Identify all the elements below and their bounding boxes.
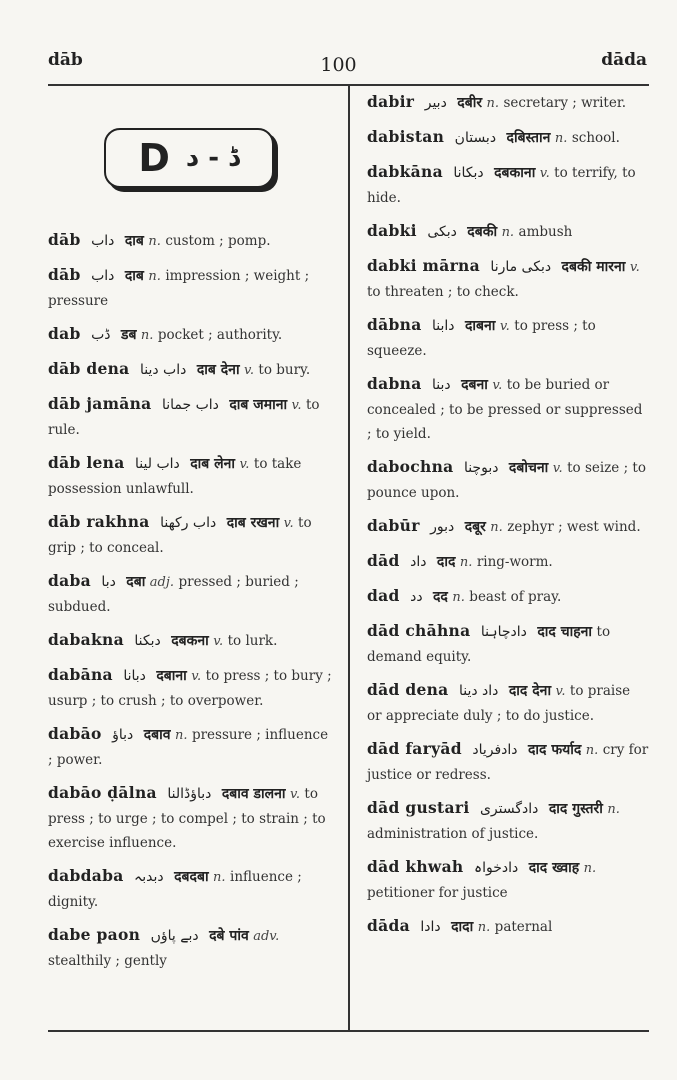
entry-pos: n. (452, 590, 465, 605)
entry-headword: dāb jamāna (48, 394, 152, 413)
entry-urdu: دبیر (424, 95, 447, 111)
entry-definition: cry for justice or redress. (367, 742, 649, 783)
entry-definition: pressed ; buried ; subdued. (48, 574, 299, 615)
section-letter-box (104, 128, 274, 188)
dictionary-entry (367, 125, 649, 151)
entry-urdu: داب دینا (139, 362, 187, 378)
entry-hindi: दबे पांव (209, 928, 249, 944)
entry-headword: dād dena (367, 680, 449, 699)
entry-hindi: दबाव डालना (221, 786, 286, 802)
entry-urdu: دادا (420, 919, 441, 935)
entry-definition: to press ; to urge ; to compel ; to strain ; to exercise influence. (48, 786, 326, 851)
entry-pos: v. (555, 684, 566, 699)
entry-pos: n. (213, 870, 226, 885)
entry-headword: dāb (48, 265, 81, 284)
dictionary-entry (367, 219, 649, 245)
entry-pos: v. (239, 457, 250, 472)
entry-pos: v. (283, 516, 294, 531)
entry-hindi: दबिस्तान (506, 130, 551, 146)
dictionary-entry (367, 313, 649, 363)
entry-pos: adv. (253, 929, 280, 944)
entry-urdu: دبے پاؤں (150, 928, 199, 944)
entry-definition: to press ; to squeeze. (367, 318, 596, 359)
entry-urdu: دبور (430, 519, 455, 535)
entry-hindi: दाद चाहना (537, 624, 593, 640)
entry-hindi: दबाव (143, 727, 171, 743)
entry-definition: to rule. (48, 397, 320, 438)
entry-definition: pressure ; influence ; power. (48, 727, 329, 768)
running-head-left: dāb (48, 50, 83, 70)
entry-definition: zephyr ; west wind. (507, 519, 641, 535)
entry-hindi: दबीर (457, 95, 483, 111)
entry-headword: dād faryād (367, 739, 462, 758)
entry-headword: dabāo ḍālna (48, 783, 157, 802)
entry-definition: to press ; to bury ; usurp ; to crush ; to overpower. (48, 668, 332, 709)
entry-pos: n. (585, 743, 599, 758)
entry-urdu: داد دینا (458, 683, 499, 699)
entry-urdu: دبکی مارنا (490, 259, 552, 275)
dictionary-entry (367, 455, 649, 505)
entry-headword: dāb dena (48, 359, 130, 378)
dictionary-entry (367, 584, 649, 610)
entry-definition: secretary ; writer. (503, 95, 627, 111)
entry-hindi: दबना (461, 377, 488, 393)
dictionary-entry (48, 322, 334, 348)
entry-headword: dāb (48, 230, 81, 249)
section-letter-urdu: ڈ - د (185, 143, 240, 173)
dictionary-entry (367, 619, 649, 669)
entry-pos: v. (244, 363, 254, 378)
entry-headword: dabakna (48, 630, 124, 649)
entry-pos: n. (459, 555, 473, 570)
entry-definition: to praise or appreciate duly ; to do justice. (367, 683, 631, 724)
entry-pos: v. (552, 461, 563, 476)
entry-pos: n. (477, 920, 491, 935)
entry-hindi: दबकी (467, 224, 498, 240)
entry-hindi: दबकना (171, 633, 209, 649)
entry-urdu: دبدبہ (134, 869, 164, 885)
entry-headword: dabir (367, 92, 415, 111)
entry-urdu: دادخواہ (473, 860, 519, 876)
entry-urdu: دبا (101, 574, 116, 590)
section-letter: D (138, 136, 170, 180)
dictionary-entry (48, 510, 334, 560)
dictionary-entry (48, 392, 334, 442)
entry-hindi: दाब लेना (190, 456, 236, 472)
entry-urdu: دبانا (123, 668, 146, 684)
entry-headword: dād gustari (367, 798, 470, 817)
entry-hindi: दाद गुस्तरी (548, 801, 603, 817)
entry-definition: to be buried or concealed ; to be pressed or suppressed ; to yield. (367, 377, 643, 442)
dictionary-entry (367, 737, 649, 787)
dictionary-entry (48, 569, 334, 619)
entry-urdu: داب جمانا (161, 397, 219, 413)
dictionary-entry (367, 160, 649, 210)
entry-hindi: दबाना (156, 668, 187, 684)
entry-hindi: दबकी मारना (561, 259, 626, 275)
entry-definition: to demand equity. (367, 624, 611, 665)
entry-definition: to grip ; to conceal. (48, 515, 312, 556)
entry-hindi: दाद (436, 554, 456, 570)
right-column (367, 90, 649, 949)
entry-definition: custom ; pomp. (165, 233, 271, 249)
entry-pos: n. (148, 234, 161, 249)
entry-hindi: दाब जमाना (229, 397, 288, 413)
entry-headword: dab (48, 324, 81, 343)
entry-pos: v. (191, 669, 202, 684)
entry-headword: dabki (367, 221, 417, 240)
entry-pos: v. (629, 260, 640, 275)
dictionary-entry (367, 90, 649, 116)
entry-headword: dāb rakhna (48, 512, 150, 531)
entry-definition: ambush (518, 224, 573, 240)
entry-urdu: دباؤ (112, 727, 134, 743)
entry-urdu: دبکنا (134, 633, 161, 649)
entry-definition: to seize ; to pounce upon. (367, 460, 646, 501)
entry-definition: influence ; dignity. (48, 869, 302, 910)
entry-urdu: داب رکھنا (160, 515, 217, 531)
entry-urdu: دابنا (432, 318, 455, 334)
dictionary-entry (367, 678, 649, 728)
dictionary-entry (48, 357, 334, 383)
entry-headword: dabkāna (367, 162, 443, 181)
entry-urdu: ڈب (91, 327, 111, 343)
entry-pos: n. (140, 328, 154, 343)
entry-headword: dabna (367, 374, 422, 393)
dictionary-entry (367, 372, 649, 446)
entry-definition: to take possession unlawfull. (48, 456, 302, 497)
entry-definition: to terrify, to hide. (367, 165, 636, 206)
entry-headword: dād chāhna (367, 621, 471, 640)
dictionary-entry (367, 855, 649, 905)
entry-urdu: دادفریاد (472, 742, 518, 758)
entry-urdu: دبنا (432, 377, 451, 393)
entry-pos: n. (490, 520, 503, 535)
entry-headword: dabdaba (48, 866, 124, 885)
entry-urdu: دادگستری (479, 801, 539, 817)
entry-hindi: दबकाना (494, 165, 536, 181)
entry-hindi: दाब देना (196, 362, 240, 378)
entry-pos: v. (290, 787, 300, 802)
entry-definition: paternal (494, 919, 553, 935)
entry-hindi: दद (433, 589, 448, 605)
entry-hindi: दबूर (464, 519, 486, 535)
entry-headword: dāb lena (48, 453, 125, 472)
entry-pos: v. (499, 319, 510, 334)
entry-urdu: داب (91, 268, 115, 284)
dictionary-entry (367, 514, 649, 540)
entry-pos: v. (291, 398, 302, 413)
entry-hindi: दाबना (464, 318, 496, 334)
entry-urdu: دبکانا (453, 165, 484, 181)
entry-pos: adj. (149, 575, 175, 590)
entry-headword: dāda (367, 916, 410, 935)
entry-definition: petitioner for justice (367, 885, 508, 901)
entry-pos: n. (174, 728, 188, 743)
entry-pos: v. (213, 634, 224, 649)
entry-headword: dābna (367, 315, 422, 334)
entry-urdu: داد (410, 554, 427, 570)
dictionary-entry (367, 549, 649, 575)
entry-definition: ring-worm. (476, 554, 553, 570)
entry-urdu: دباؤڈالنا (167, 786, 212, 802)
entry-urdu: دبوچنا (463, 460, 499, 476)
entry-definition: administration of justice. (367, 826, 539, 842)
entry-hindi: दाब (124, 268, 144, 284)
entry-pos: n. (583, 861, 597, 876)
dictionary-entry (48, 628, 334, 654)
entry-pos: v. (539, 166, 550, 181)
entry-definition: school. (571, 130, 620, 146)
entry-headword: dad (367, 586, 400, 605)
entry-headword: dād khwah (367, 857, 464, 876)
entry-pos: v. (492, 378, 503, 393)
dictionary-entry (367, 796, 649, 846)
page-number: 100 (320, 54, 357, 76)
entry-definition: to lurk. (227, 633, 278, 649)
column-divider (348, 84, 350, 1030)
entry-hindi: दबा (126, 574, 146, 590)
entry-hindi: डब (120, 327, 137, 343)
dictionary-entry (48, 722, 334, 772)
entry-urdu: دد (410, 589, 423, 605)
entry-headword: dabki mārna (367, 256, 480, 275)
entry-definition: beast of pray. (469, 589, 562, 605)
running-head-right: dāda (601, 50, 647, 70)
entry-urdu: دادچاہنا (480, 624, 527, 640)
entry-hindi: दाब रखना (226, 515, 280, 531)
left-column (48, 228, 334, 982)
entry-hindi: दादा (451, 919, 474, 935)
entry-urdu: داب لینا (135, 456, 180, 472)
dictionary-entry (48, 228, 334, 254)
entry-urdu: دبکی (427, 224, 457, 240)
entry-pos: n. (486, 96, 500, 111)
entry-headword: daba (48, 571, 91, 590)
entry-headword: dabochna (367, 457, 454, 476)
entry-pos: n. (501, 225, 515, 240)
entry-definition: to threaten ; to check. (367, 284, 519, 300)
dictionary-entry (48, 263, 334, 313)
entry-hindi: दाद देना (508, 683, 552, 699)
entry-headword: dabāna (48, 665, 113, 684)
entry-hindi: दाब (124, 233, 144, 249)
entry-definition: impression ; weight ; pressure (48, 268, 310, 309)
entry-definition: pocket ; authority. (157, 327, 283, 343)
dictionary-entry (48, 923, 334, 973)
entry-headword: dabe paon (48, 925, 141, 944)
entry-headword: dabistan (367, 127, 445, 146)
entry-hindi: दाद फर्याद (527, 742, 582, 758)
entry-headword: dād (367, 551, 400, 570)
dictionary-entry (48, 663, 334, 713)
dictionary-entry (367, 914, 649, 940)
entry-definition: stealthily ; gently (48, 953, 167, 969)
entry-pos: n. (607, 802, 620, 817)
dictionary-entry (48, 451, 334, 501)
entry-hindi: दबदबा (174, 869, 209, 885)
footer-rule (48, 1030, 649, 1032)
entry-hindi: दाद ख्वाह (528, 860, 580, 876)
dictionary-entry (367, 254, 649, 304)
dictionary-entry (48, 864, 334, 914)
entry-pos: n. (554, 131, 568, 146)
entry-headword: dabāo (48, 724, 102, 743)
entry-urdu: دبستان (454, 130, 497, 146)
entry-hindi: दबोचना (508, 460, 549, 476)
dictionary-entry (48, 781, 334, 855)
entry-headword: dabūr (367, 516, 420, 535)
entry-pos: n. (148, 269, 161, 284)
entry-urdu: داب (91, 233, 115, 249)
entry-definition: to bury. (258, 362, 311, 378)
